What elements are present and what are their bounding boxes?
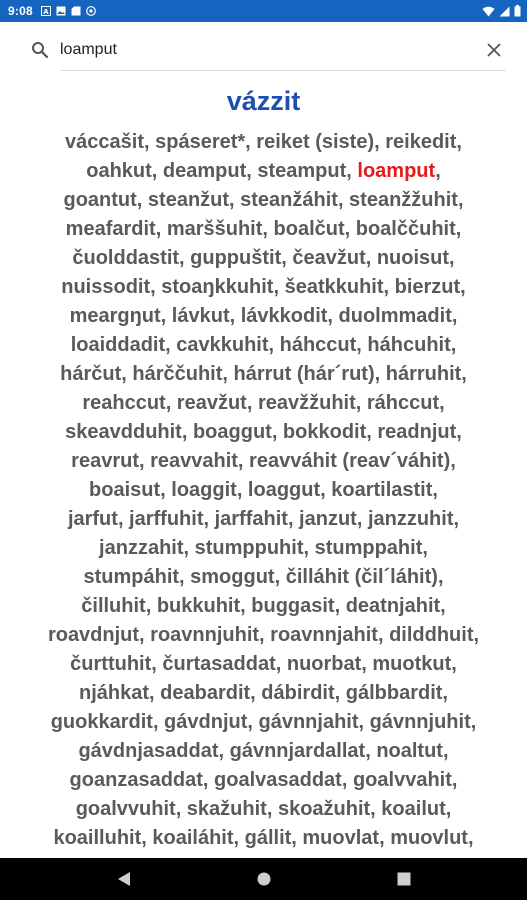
- status-time: 9:08: [8, 4, 33, 18]
- entry-line: goalvvuhit, skažuhit, skoažuhit, koailut,: [75, 798, 452, 820]
- search-underline: [60, 70, 506, 71]
- vpn-icon: [86, 6, 96, 16]
- entry-line: gávdnjasaddat, gávnnjardallat, noaltut,: [78, 740, 449, 762]
- entry-line: guokkardit, gávdnjut, gávnnjahit, gávnnjuhit,: [50, 711, 477, 733]
- entry-line: meafardit, marššuhit, boalčut, boalččuhit,: [65, 218, 462, 240]
- photo-icon: [56, 6, 66, 16]
- entry-line: koailluhit, koailáhit, gállit, muovlat, muovlut,: [53, 827, 474, 849]
- entry-line: čuolddastit, guppuštit, čeavžut, nuoisut,: [72, 247, 455, 269]
- entry-line: goantut, steanžut, steanžáhit, steanžžuhit,: [63, 189, 464, 211]
- entry-line: reavrut, reavvahit, reavváhit (reav´váhit),: [71, 450, 456, 472]
- home-icon[interactable]: [249, 864, 279, 894]
- entry-line: janzzahit, stumppuhit, stumppahit,: [99, 537, 428, 559]
- signal-icon: [499, 6, 510, 17]
- notification-a-icon: [41, 6, 51, 16]
- entry-line: stumpáhit, smoggut, čilláhit (čil´láhit),: [83, 566, 444, 588]
- wifi-icon: [482, 6, 495, 17]
- entry-line: goanzasaddat, goalvasaddat, goalvvahit,: [69, 769, 458, 791]
- entry-line: reahccut, reavžut, reavžžuhit, ráhccut,: [82, 392, 445, 414]
- entry-line: nuissodit, stoaŋkkuhit, šeatkkuhit, bierzut,: [61, 276, 466, 298]
- entry-line: loaiddadit, cavkkuhit, háhccut, háhcuhit,: [70, 334, 457, 356]
- sd-card-icon: [71, 6, 81, 16]
- close-icon[interactable]: [482, 38, 506, 62]
- entry-line: roavdnjut, roavnnjuhit, roavnnjahit, dilddhuit,: [47, 624, 480, 646]
- search-input[interactable]: [60, 34, 482, 66]
- entry-line: [14, 157, 513, 186]
- search-term-highlight: loamput: [357, 160, 436, 182]
- entry-line-part: ,: [435, 160, 441, 182]
- back-icon[interactable]: [109, 864, 139, 894]
- battery-icon: [514, 5, 521, 17]
- entry-line: čurttuhit, čurtasaddat, nuorbat, muotkut,: [70, 653, 457, 675]
- entry-text: [14, 128, 513, 858]
- entry-line-part: oahkut, deamput, steamput,: [86, 160, 358, 182]
- entry-line: boaisut, loaggit, loaggut, koartilastit,: [89, 479, 438, 501]
- entry-line: skeavdduhit, boaggut, bokkodit, readnjut,: [65, 421, 462, 443]
- search-bar: [26, 30, 506, 70]
- headword: vázzit: [226, 86, 301, 116]
- navigation-bar: [0, 858, 527, 900]
- search-icon: [26, 41, 54, 59]
- entry-line: njáhkat, deabardit, dábirdit, gálbbardit,: [79, 682, 448, 704]
- svg-text:A: A: [43, 8, 49, 16]
- entry-line: váccašit, spáseret*, reiket (siste), reikedit,: [65, 131, 462, 153]
- entry-line: jarfut, jarffuhit, jarffahit, janzut, janzzuhit,: [67, 508, 460, 530]
- entry-line: čilluhit, bukkuhit, buggasit, deatnjahit,: [81, 595, 446, 617]
- status-bar: [0, 0, 527, 22]
- entry-line: hárčut, hárččuhit, hárrut (hár´rut), hárruhit,: [60, 363, 467, 385]
- entry-line: meargŋut, lávkut, lávkkodit, duolmmadit,: [69, 305, 458, 327]
- recents-icon[interactable]: [389, 864, 419, 894]
